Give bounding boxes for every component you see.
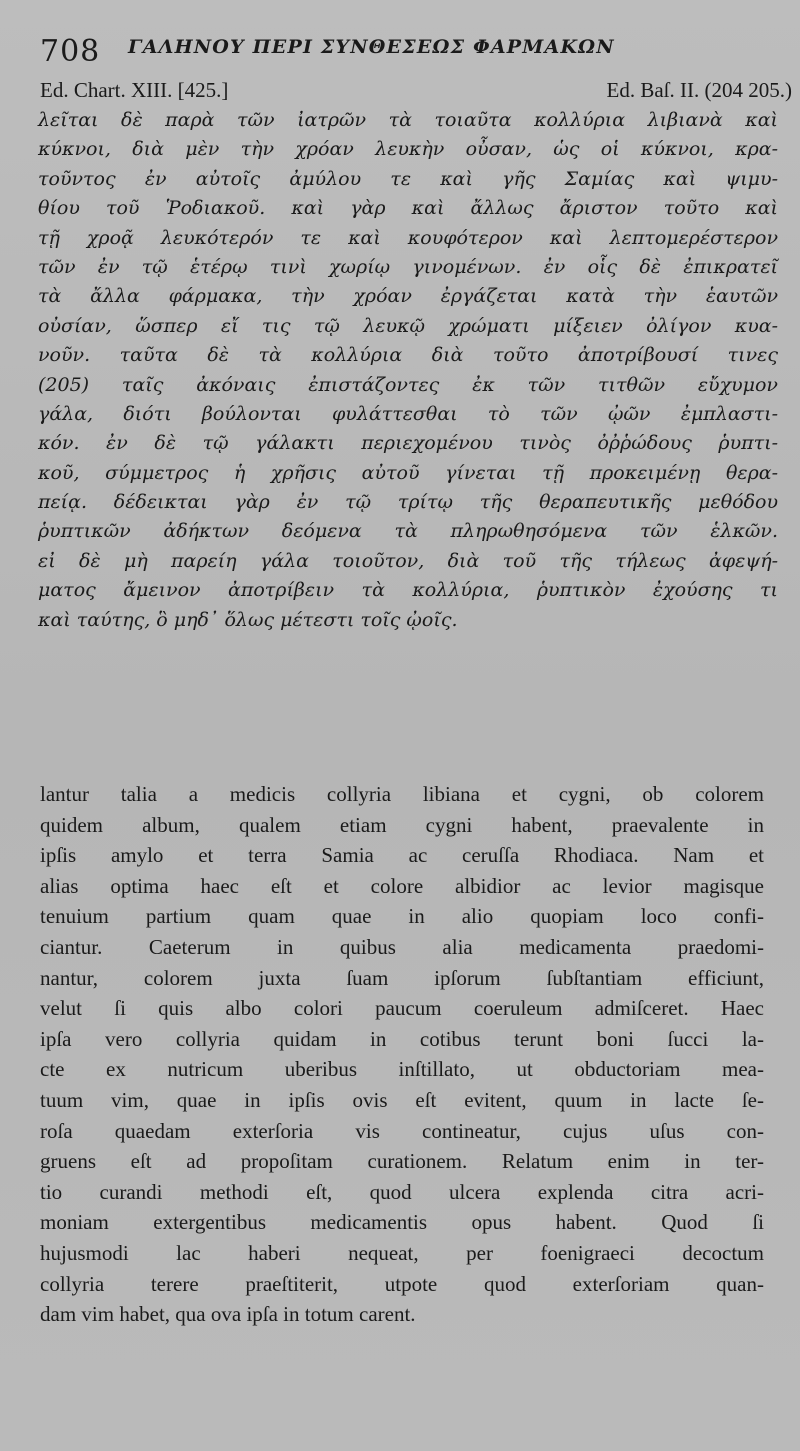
greek-line: τοῦντος ἐν αὐτοῖς ἀμύλου τε καὶ γῆς Σαμίας καὶ ψιμυ-	[38, 167, 778, 190]
greek-line: τῶν ἐν τῷ ἑτέρῳ τινὶ χωρίῳ γινομένων. ἐν οἷς δὲ ἐπικρατεῖ	[38, 255, 778, 278]
latin-line: quidem album, qualem etiam cygni habent, praevalente in	[40, 812, 764, 837]
latin-line: tenuium partium quam quae in alio quopiam loco confi-	[40, 904, 764, 929]
greek-line: νοῦν. ταῦτα δὲ τὰ κολλύρια διὰ τοῦτο ἀποτρίβουσί τινες	[38, 344, 778, 367]
latin-line: ipſis amylo et terra Samia ac ceruſſa Rhodiaca. Nam et	[40, 843, 764, 868]
latin-line: hujusmodi lac haberi nequeat, per foenigraeci decoctum	[40, 1240, 764, 1265]
greek-text	[38, 106, 778, 635]
latin-line: ipſa vero collyria quidam in cotibus terunt boni ſucci la-	[40, 1026, 764, 1051]
greek-line: (205) ταῖς ἀκόναις ἐπιστάζοντες ἐκ τῶν τιτθῶν εὔχυμον	[38, 373, 778, 396]
latin-line: cte ex nutricum uberibus inſtillato, ut obductoriam mea-	[40, 1057, 764, 1082]
latin-line: tuum vim, quae in ipſis ovis eſt evitent, quum in lacte ſe-	[40, 1087, 764, 1112]
greek-line: εἰ δὲ μὴ παρείη γάλα τοιοῦτον, διὰ τοῦ τῆς τήλεως ἀφεψή-	[38, 549, 778, 572]
latin-line: gruens eſt ad propoſitam curationem. Relatum enim in ter-	[40, 1149, 764, 1174]
greek-line: ματος ἄμεινον ἀποτρίβειν τὰ κολλύρια, ῥυπτικὸν ἐχούσης τι	[38, 579, 778, 602]
greek-line: τῇ χροᾷ λευκότερόν τε καὶ κουφότερον καὶ λεπτομερέστερον	[38, 226, 778, 249]
greek-line: θίου τοῦ Ῥοδιακοῦ. καὶ γὰρ καὶ ἄλλως ἄριστον τοῦτο καὶ	[38, 197, 778, 220]
greek-line: καὶ ταύτης, ὃ μηδ᾽ ὅλως μέτεστι τοῖς ᾠοῖς.	[38, 608, 458, 631]
latin-line: ciantur. Caeterum in quibus alia medicamenta praedomi-	[40, 934, 764, 959]
latin-line: moniam extergentibus medicamentis opus habent. Quod ſi	[40, 1210, 764, 1235]
latin-line: dam vim habet, qua ova ipſa in totum carent.	[40, 1302, 416, 1327]
greek-line: λεῖται δὲ παρὰ τῶν ἰατρῶν τὰ τοιαῦτα κολλύρια λιβιανὰ καὶ	[38, 109, 778, 131]
page-number: 708	[40, 34, 101, 69]
greek-line: κόν. ἐν δὲ τῷ γάλακτι περιεχομένου τινὸς ὀῤῥώδους ῥυπτι-	[38, 432, 778, 455]
running-title: ΓΑΛΗΝΟΥ ΠΕΡΙ ΣΥΝΘΕΣΕΩΣ ΦΑΡΜΑΚΩΝ	[128, 36, 615, 58]
edition-references	[40, 78, 792, 106]
edition-ref-basel: Ed. Baſ. II. (204 205.)	[606, 78, 792, 102]
greek-line: γάλα, διότι βούλονται φυλάττεσθαι τὸ τῶν ᾠῶν ἐμπλαστι-	[38, 402, 778, 425]
latin-line: collyria terere praeſtiterit, utpote quod exterſoriam quan-	[40, 1271, 764, 1296]
latin-line: tio curandi methodi eſt, quod ulcera explenda citra acri-	[40, 1179, 764, 1204]
latin-line: alias optima haec eſt et colore albidior ac levior magisque	[40, 873, 764, 898]
latin-line: lantur talia a medicis collyria libiana et cygni, ob colorem	[40, 782, 764, 806]
latin-line: roſa quaedam exterſoria vis contineatur, cujus uſus con-	[40, 1118, 764, 1143]
greek-line: κοῦ, σύμμετρος ἡ χρῆσις αὐτοῦ γίνεται τῇ προκειμένῃ θερα-	[38, 461, 778, 484]
latin-translation	[40, 779, 764, 1330]
page-header	[36, 30, 776, 70]
greek-line: κύκνοι, διὰ μὲν τὴν χρόαν λευκὴν οὖσαν, ὡς οἱ κύκνοι, κρα-	[38, 138, 778, 161]
greek-line: πείᾳ. δέδεικται γὰρ ἐν τῷ τρίτῳ τῆς θεραπευτικῆς μεθόδου	[38, 491, 778, 514]
latin-line: nantur, colorem juxta ſuam ipſorum ſubſtantiam efficiunt,	[40, 965, 764, 990]
greek-line: ῥυπτικῶν ἀδήκτων δεόμενα τὰ πληρωθησόμενα τῶν ἑλκῶν.	[38, 520, 778, 543]
greek-line: οὐσίαν, ὥσπερ εἴ τις τῷ λευκῷ χρώματι μίξειεν ὀλίγον κυα-	[38, 314, 778, 337]
latin-line: velut ſi quis albo colori paucum coeruleum admiſceret. Haec	[40, 996, 764, 1021]
edition-ref-chartier: Ed. Chart. XIII. [425.]	[40, 78, 229, 102]
greek-line: τὰ ἄλλα φάρμακα, τὴν χρόαν ἐργάζεται κατὰ τὴν ἑαυτῶν	[38, 285, 778, 308]
